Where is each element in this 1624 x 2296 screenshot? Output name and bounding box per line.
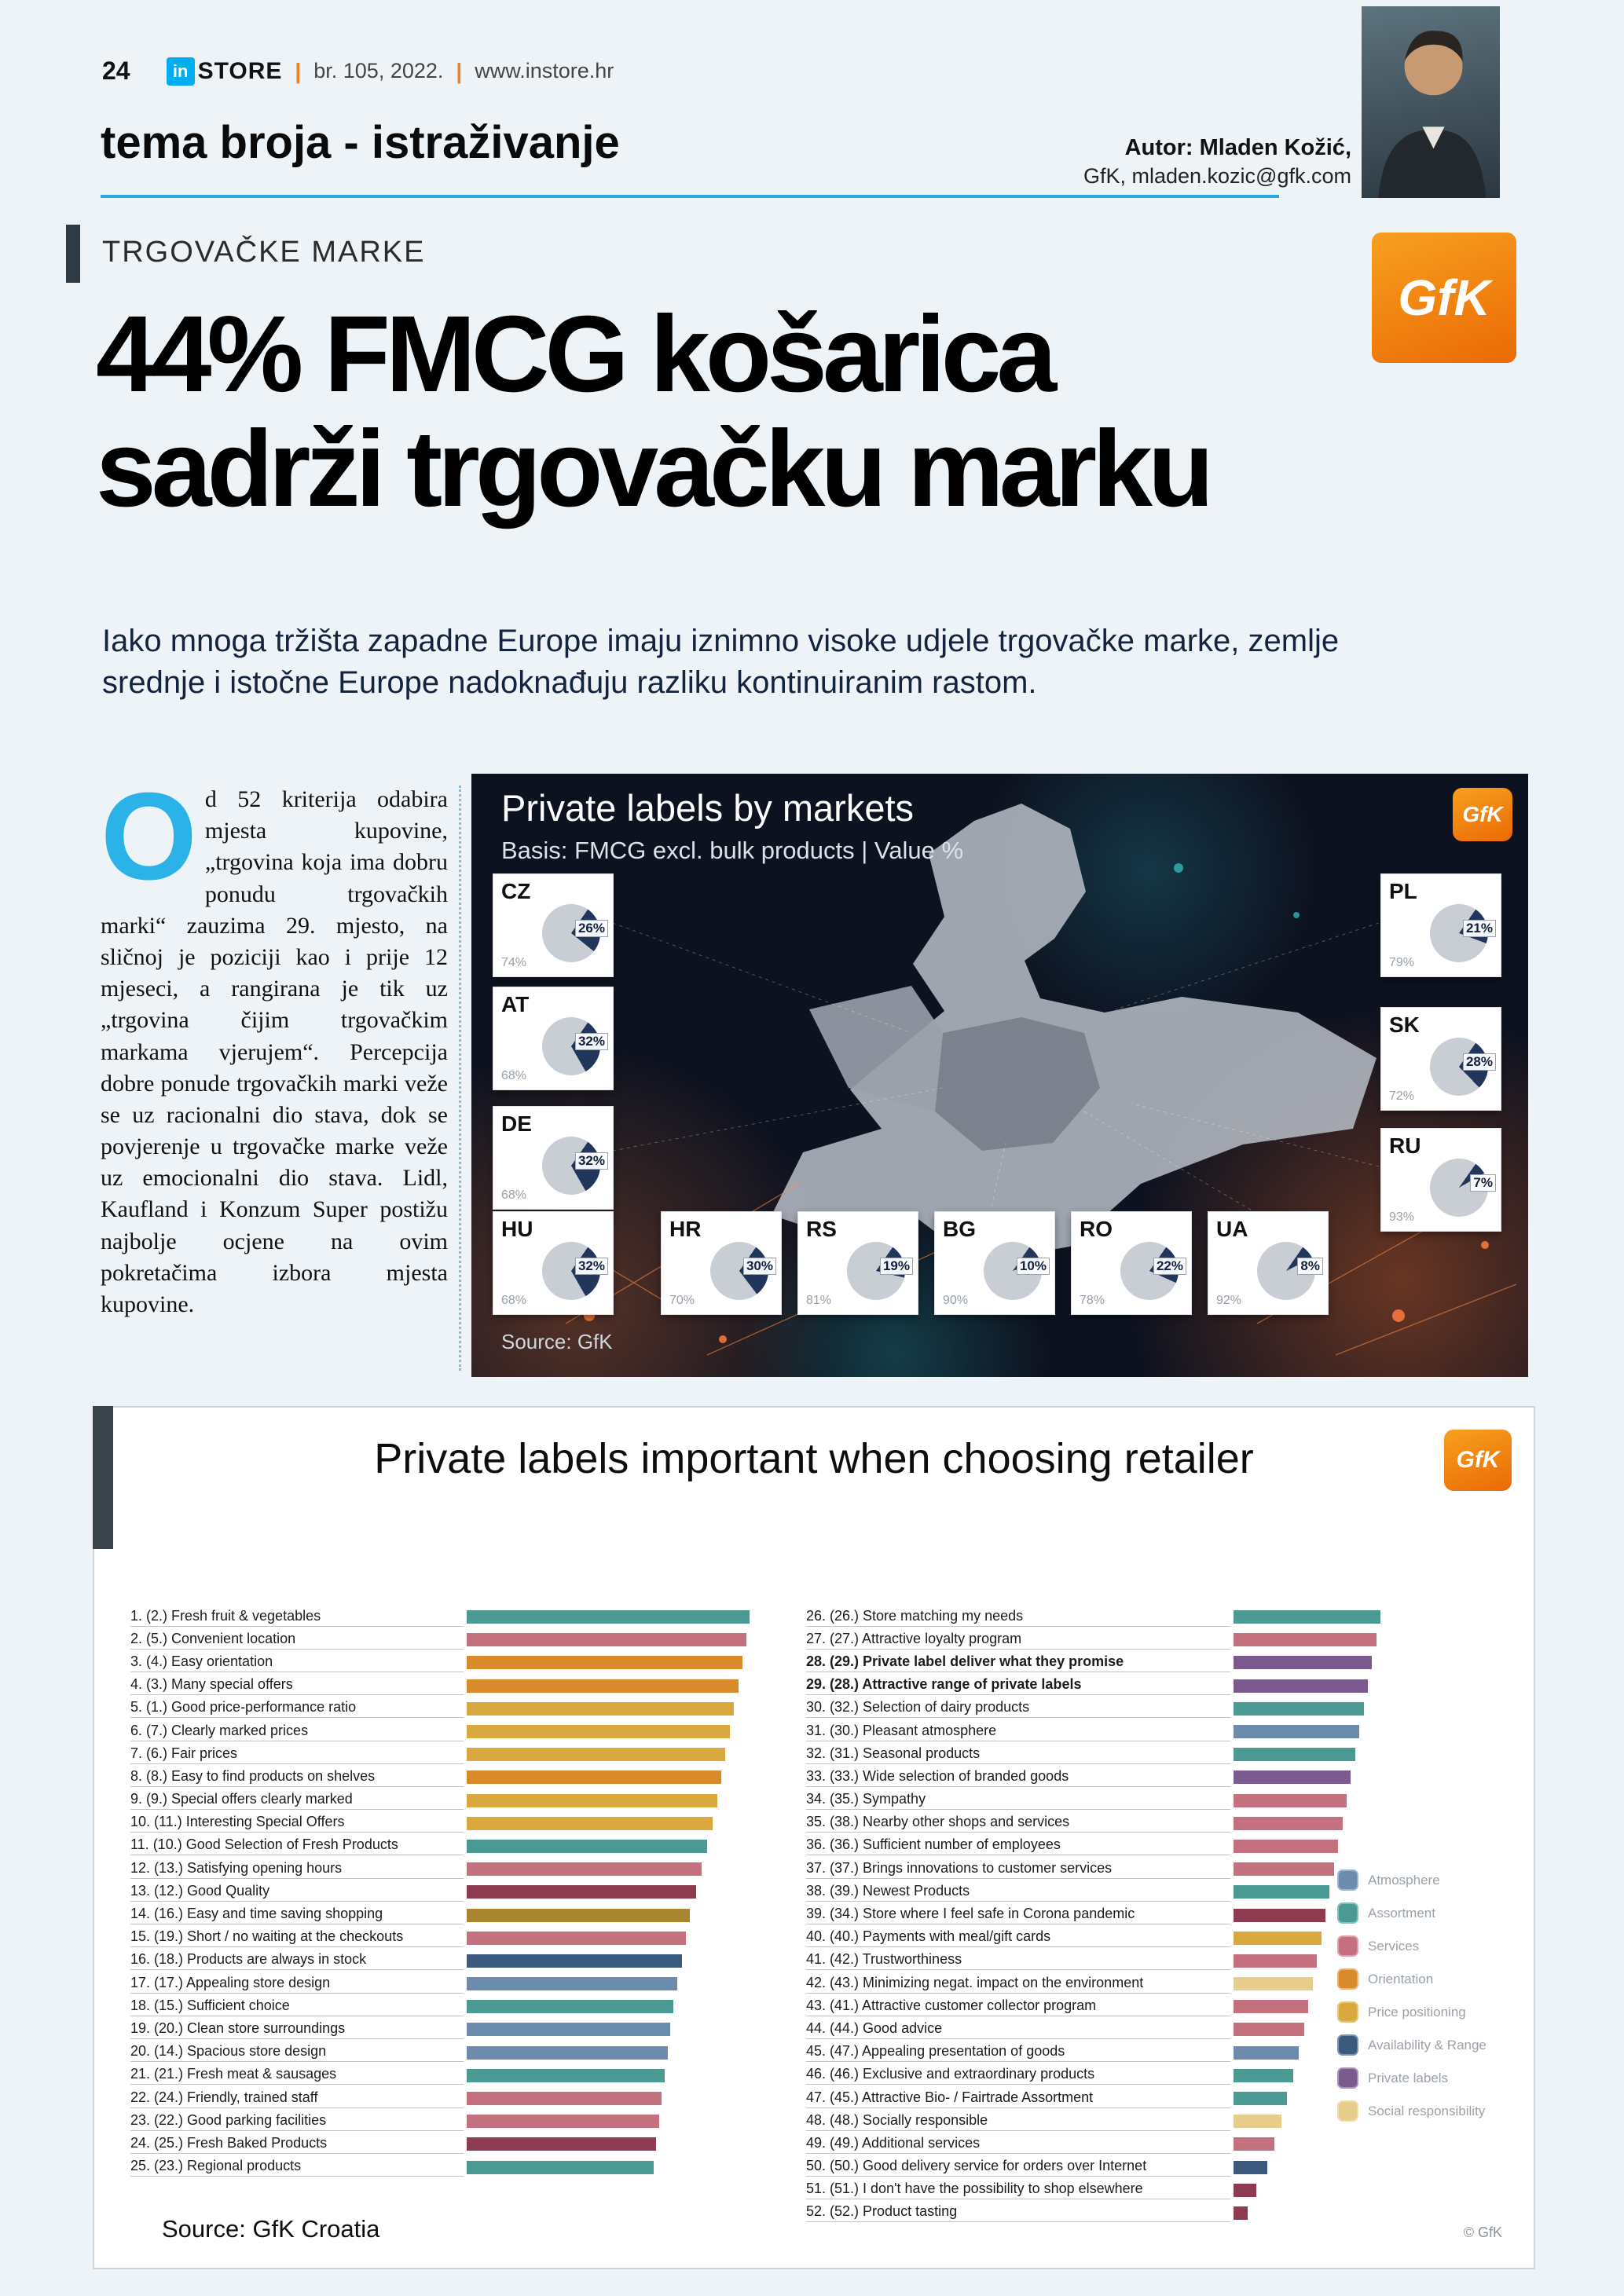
legend-item (1337, 1902, 1523, 1924)
ranking-label: 13. (12.) Good Quality (130, 1883, 464, 1902)
ranking-label: 43. (41.) Attractive customer collector program (806, 1998, 1230, 2016)
ranking-row (806, 2110, 1403, 2133)
ranking-bar (1234, 1909, 1325, 1922)
legend-icon-orientation (1337, 1968, 1358, 1990)
market-code: HU (501, 1217, 533, 1241)
ranking-row (806, 1697, 1403, 1720)
map-chart-source: Source: GfK (501, 1330, 613, 1353)
market-code: UA (1216, 1217, 1248, 1241)
market-code: HR (669, 1217, 702, 1241)
ranking-label: 47. (45.) Attractive Bio- / Fairtrade Assortment (806, 2089, 1230, 2108)
ranking-row (806, 1950, 1403, 1972)
ranking-bar (1234, 1748, 1355, 1761)
ranking-bar (1234, 2115, 1281, 2128)
ranking-row (130, 2041, 765, 2064)
ranking-label: 38. (39.) Newest Products (806, 1883, 1230, 1902)
gfk-logo: GfK (1372, 233, 1516, 363)
ranking-bar (1234, 1885, 1329, 1899)
section-title: tema broja - istraživanje (101, 117, 620, 168)
ranking-row (130, 1812, 765, 1835)
ranking-row (130, 2110, 765, 2133)
ranking-row (806, 1927, 1403, 1950)
ranking-bar (1234, 1771, 1351, 1784)
ranking-bar (1234, 2137, 1274, 2151)
ranking-row (806, 2179, 1403, 2202)
market-card-SK (1381, 1008, 1501, 1110)
legend-label: Availability & Range (1368, 2037, 1487, 2052)
legend-icon-private-labels (1337, 2067, 1358, 2089)
legend-icon-services (1337, 1935, 1358, 1957)
ranking-label: 9. (9.) Special offers clearly marked (130, 1791, 464, 1810)
ranking-bar (467, 2161, 654, 2174)
ranking-label: 52. (52.) Product tasting (806, 2203, 1230, 2222)
market-value-label: 8% (1297, 1258, 1323, 1275)
ranking-row (806, 1675, 1403, 1697)
article-kicker: TRGOVAČKE MARKE (102, 236, 426, 269)
ranking-bar (1234, 2023, 1304, 2036)
ranking-columns (130, 1606, 1403, 2225)
ranking-bar (1234, 1932, 1322, 1945)
market-card-PL (1381, 874, 1501, 976)
ranking-label: 31. (30.) Pleasant atmosphere (806, 1723, 1230, 1741)
ranking-bar (467, 1748, 725, 1761)
ranking-row (806, 1995, 1403, 2018)
market-card-DE (493, 1107, 613, 1209)
drop-cap: O (101, 767, 197, 906)
ranking-label: 15. (19.) Short / no waiting at the checkouts (130, 1928, 464, 1947)
top-bar (102, 57, 614, 86)
ranking-label: 37. (37.) Brings innovations to customer services (806, 1860, 1230, 1879)
ranking-label: 2. (5.) Convenient location (130, 1631, 464, 1650)
market-pie-chart (710, 1242, 773, 1300)
ranking-bar (467, 1862, 702, 1876)
ranking-label: 14. (16.) Easy and time saving shopping (130, 1906, 464, 1924)
map-chart-panel (471, 774, 1528, 1377)
ranking-row (130, 1651, 765, 1674)
market-rest-label: 70% (669, 1294, 695, 1307)
ranking-label: 40. (40.) Payments with meal/gift cards (806, 1928, 1230, 1947)
legend-item (1337, 2100, 1523, 2122)
ranking-bar (467, 1817, 713, 1830)
ranking-label: 20. (14.) Spacious store design (130, 2043, 464, 2062)
ranking-bar (1234, 2184, 1256, 2197)
ranking-bar (1234, 2206, 1248, 2220)
ranking-row (130, 2133, 765, 2155)
ranking-row (130, 1697, 765, 1720)
ranking-label: 36. (36.) Sufficient number of employees (806, 1836, 1230, 1855)
ranking-row (130, 1743, 765, 1766)
ranking-row (806, 2041, 1403, 2064)
market-code: SK (1389, 1013, 1420, 1037)
legend-icon-assortment (1337, 1902, 1358, 1924)
ranking-label: 11. (10.) Good Selection of Fresh Products (130, 1836, 464, 1855)
ranking-row (130, 1675, 765, 1697)
map-chart-subtitle: Basis: FMCG excl. bulk products | Value % (501, 837, 964, 864)
market-code: DE (501, 1111, 532, 1136)
ranking-chart-source: Source: GfK Croatia (162, 2215, 380, 2243)
ranking-label: 25. (23.) Regional products (130, 2158, 464, 2177)
ranking-chart-title: Private labels important when choosing retailer (374, 1435, 1254, 1482)
ranking-row (806, 1858, 1403, 1880)
ranking-label: 46. (46.) Exclusive and extraordinary products (806, 2066, 1230, 2085)
market-rest-label: 81% (806, 1294, 832, 1307)
ranking-label: 12. (13.) Satisfying opening hours (130, 1860, 464, 1879)
market-pie-chart (542, 1017, 605, 1075)
market-value-label: 7% (1470, 1174, 1496, 1192)
ranking-row (806, 2064, 1403, 2087)
ranking-bar (1234, 1633, 1377, 1646)
ranking-label: 3. (4.) Easy orientation (130, 1653, 464, 1672)
legend-label: Price positioning (1368, 2004, 1466, 2020)
ranking-label: 30. (32.) Selection of dairy products (806, 1699, 1230, 1718)
ranking-label: 6. (7.) Clearly marked prices (130, 1723, 464, 1741)
legend-icon-social-responsibility (1337, 2100, 1358, 2122)
legend-icon-availability-range (1337, 2034, 1358, 2056)
ranking-label: 34. (35.) Sympathy (806, 1791, 1230, 1810)
legend-label: Atmosphere (1368, 1872, 1440, 1888)
ranking-label: 24. (25.) Fresh Baked Products (130, 2135, 464, 2154)
ranking-chart-panel (93, 1406, 1535, 2269)
ranking-label: 8. (8.) Easy to find products on shelves (130, 1768, 464, 1787)
ranking-bar (467, 1954, 682, 1968)
ranking-column-left (130, 1606, 765, 2225)
ranking-label: 42. (43.) Minimizing negat. impact on the environment (806, 1975, 1230, 1994)
ranking-bar (1234, 1702, 1364, 1716)
ranking-bar (1234, 1610, 1380, 1624)
ranking-bar (467, 1633, 746, 1646)
author-block (927, 135, 1351, 189)
market-card-UA (1208, 1212, 1328, 1314)
ranking-bar (467, 1885, 696, 1899)
legend-item (1337, 2001, 1523, 2023)
ranking-label: 45. (47.) Appealing presentation of goods (806, 2043, 1230, 2062)
market-pie-chart (984, 1242, 1047, 1300)
ranking-bar (1234, 2161, 1267, 2174)
ranking-label: 4. (3.) Many special offers (130, 1676, 464, 1695)
ranking-row (130, 1835, 765, 1858)
legend-icon-price-positioning (1337, 2001, 1358, 2023)
market-value-label: 21% (1463, 920, 1496, 937)
ranking-bar (467, 1932, 686, 1945)
category-legend (1337, 1869, 1523, 2133)
website-url: www.instore.hr (475, 59, 614, 82)
market-code: CZ (501, 879, 531, 903)
ranking-row (130, 1880, 765, 1903)
ranking-bar (1234, 1840, 1338, 1853)
market-value-label: 32% (575, 1033, 608, 1050)
market-pie-chart (1430, 1038, 1493, 1096)
author-contact: GfK, mladen.kozic@gfk.com (1083, 164, 1351, 188)
ranking-row (806, 1766, 1403, 1789)
ranking-row (806, 1812, 1403, 1835)
issue-number: br. 105, 2022. (313, 59, 444, 82)
copyright-note: © GfK (1463, 2225, 1502, 2240)
ranking-label: 41. (42.) Trustworthiness (806, 1951, 1230, 1970)
ranking-label: 32. (31.) Seasonal products (806, 1745, 1230, 1764)
ranking-label: 49. (49.) Additional services (806, 2135, 1230, 2154)
blue-divider (101, 195, 1279, 198)
ranking-row (806, 1880, 1403, 1903)
ranking-bar (467, 1702, 734, 1716)
market-code: PL (1389, 879, 1417, 903)
market-rest-label: 79% (1389, 956, 1415, 969)
ranking-bar (1234, 1794, 1347, 1807)
ranking-row (806, 2133, 1403, 2155)
ranking-bar (467, 1909, 690, 1922)
market-rest-label: 74% (501, 956, 527, 969)
ranking-row (130, 1903, 765, 1926)
article-body (101, 767, 448, 1320)
column-divider (459, 785, 461, 1371)
ranking-label: 21. (21.) Fresh meat & sausages (130, 2066, 464, 2085)
market-value-label: 32% (575, 1258, 608, 1275)
market-value-label: 32% (575, 1152, 608, 1170)
ranking-row (806, 1720, 1403, 1743)
ranking-row (130, 1858, 765, 1880)
ranking-bar (1234, 1679, 1368, 1693)
ranking-row (130, 1720, 765, 1743)
market-value-label: 28% (1463, 1053, 1496, 1071)
market-rest-label: 72% (1389, 1089, 1415, 1103)
ranking-row (806, 1743, 1403, 1766)
ranking-bar (1234, 2092, 1287, 2105)
ranking-row (806, 2018, 1403, 2041)
ranking-row (806, 1651, 1403, 1674)
market-rest-label: 90% (943, 1294, 969, 1307)
legend-label: Social responsibility (1368, 2103, 1486, 2118)
ranking-bar (1234, 1977, 1313, 1990)
market-card-HR (662, 1212, 781, 1314)
market-rest-label: 78% (1080, 1294, 1105, 1307)
ranking-label: 16. (18.) Products are always in stock (130, 1951, 464, 1970)
map-chart-title: Private labels by markets (501, 787, 915, 829)
ranking-row (806, 2156, 1403, 2179)
market-code: RO (1080, 1217, 1113, 1241)
legend-item (1337, 1935, 1523, 1957)
ranking-bar (467, 1794, 717, 1807)
legend-label: Private labels (1368, 2070, 1449, 2085)
market-pie-chart (542, 904, 605, 962)
ranking-bar (1234, 1725, 1359, 1738)
ranking-label: 18. (15.) Sufficient choice (130, 1998, 464, 2016)
market-rest-label: 93% (1389, 1210, 1415, 1224)
legend-item (1337, 1968, 1523, 1990)
ranking-row (806, 1628, 1403, 1651)
ranking-bar (467, 2046, 668, 2060)
ranking-bar (1234, 1817, 1343, 1830)
ranking-bar (1234, 2000, 1308, 2013)
ranking-bar (467, 2000, 673, 2013)
legend-item (1337, 2067, 1523, 2089)
ranking-row (130, 1972, 765, 1995)
ranking-row (806, 1606, 1403, 1628)
market-card-BG (935, 1212, 1054, 1314)
ranking-label: 50. (50.) Good delivery service for orders over Internet (806, 2158, 1230, 2177)
ranking-bar (1234, 2046, 1299, 2060)
ranking-bar (1234, 1954, 1317, 1968)
ranking-label: 1. (2.) Fresh fruit & vegetables (130, 1608, 464, 1627)
market-pie-chart (1430, 904, 1493, 962)
ranking-bar (467, 2023, 670, 2036)
ranking-bar (467, 1679, 739, 1693)
legend-label: Orientation (1368, 1971, 1434, 1987)
ranking-bar (467, 2092, 662, 2105)
market-card-RO (1072, 1212, 1191, 1314)
ranking-row (130, 2156, 765, 2179)
ranking-bar (467, 2115, 659, 2128)
ranking-label: 22. (24.) Friendly, trained staff (130, 2089, 464, 2108)
market-pie-chart (847, 1242, 910, 1300)
ranking-bar (467, 1656, 742, 1669)
ranking-label: 39. (34.) Store where I feel safe in Corona pandemic (806, 1906, 1230, 1924)
ranking-bar (467, 2137, 656, 2151)
ranking-row (806, 1835, 1403, 1858)
instore-logo (167, 57, 283, 86)
market-value-label: 10% (1017, 1258, 1050, 1275)
market-rest-label: 68% (501, 1188, 527, 1202)
ranking-row (130, 1628, 765, 1651)
ranking-row (806, 1903, 1403, 1926)
market-pie-chart (1430, 1159, 1493, 1217)
gfk-logo: GfK (1453, 788, 1512, 841)
market-card-AT (493, 987, 613, 1089)
headline-line-2: sadrži trgovačku marku (96, 408, 1210, 530)
author-name: Autor: Mladen Kožić, (1124, 135, 1351, 160)
page-number: 24 (102, 57, 130, 85)
ranking-label: 10. (11.) Interesting Special Offers (130, 1814, 464, 1833)
ranking-row (130, 1766, 765, 1789)
legend-item (1337, 1869, 1523, 1891)
market-code: RS (806, 1217, 837, 1241)
kicker-accent-bar (66, 225, 80, 283)
ranking-label: 51. (51.) I don't have the possibility to shop elsewhere (806, 2181, 1230, 2199)
ranking-row (130, 1950, 765, 1972)
market-card-CZ (493, 874, 613, 976)
separator-icon: | (295, 58, 302, 83)
article-headline (96, 294, 1210, 530)
legend-label: Services (1368, 1938, 1420, 1954)
headline-line-1: 44% FMCG košarica (96, 294, 1053, 415)
market-value-label: 22% (1153, 1258, 1186, 1275)
legend-label: Assortment (1368, 1905, 1435, 1921)
separator-icon: | (456, 58, 463, 83)
ranking-bar (467, 1977, 677, 1990)
ranking-label: 26. (26.) Store matching my needs (806, 1608, 1230, 1627)
instore-logo-icon: in (167, 57, 195, 86)
ranking-row (130, 2087, 765, 2110)
ranking-row (806, 2202, 1403, 2225)
ranking-label: 48. (48.) Socially responsible (806, 2112, 1230, 2131)
market-card-HU (493, 1212, 613, 1314)
ranking-bar (467, 1610, 750, 1624)
market-rest-label: 68% (501, 1294, 527, 1307)
market-value-label: 19% (880, 1258, 913, 1275)
ranking-bar (467, 1725, 730, 1738)
ranking-bar (1234, 1656, 1372, 1669)
ranking-bar (467, 2069, 665, 2082)
ranking-row (130, 2018, 765, 2041)
ranking-bar (467, 1771, 721, 1784)
ranking-bar (467, 1840, 707, 1853)
ranking-row (806, 2087, 1403, 2110)
gfk-logo: GfK (1444, 1430, 1512, 1491)
ranking-label: 7. (6.) Fair prices (130, 1745, 464, 1764)
market-pie-chart (1257, 1242, 1320, 1300)
instore-logo-text: STORE (197, 57, 283, 84)
ranking-label: 35. (38.) Nearby other shops and services (806, 1814, 1230, 1833)
market-code: AT (501, 992, 530, 1016)
market-rest-label: 92% (1216, 1294, 1242, 1307)
legend-icon-atmosphere (1337, 1869, 1358, 1891)
market-pie-chart (1120, 1242, 1183, 1300)
ranking-label: 33. (33.) Wide selection of branded goods (806, 1768, 1230, 1787)
ranking-bar (1234, 1862, 1334, 1876)
ranking-label: 29. (28.) Attractive range of private labels (806, 1676, 1230, 1695)
ranking-row (806, 1789, 1403, 1812)
market-value-label: 30% (743, 1258, 776, 1275)
ranking-row (130, 1927, 765, 1950)
ranking-column-right (806, 1606, 1403, 2225)
ranking-row (130, 2064, 765, 2087)
ranking-bar (1234, 2069, 1293, 2082)
ranking-label: 27. (27.) Attractive loyalty program (806, 1631, 1230, 1650)
legend-item (1337, 2034, 1523, 2056)
person-silhouette-icon (1362, 6, 1500, 198)
market-code: RU (1389, 1133, 1421, 1158)
ranking-label: 5. (1.) Good price-performance ratio (130, 1699, 464, 1718)
ranking-row (130, 1995, 765, 2018)
ranking-label: 23. (22.) Good parking facilities (130, 2112, 464, 2131)
market-value-label: 26% (575, 920, 608, 937)
ranking-label: 19. (20.) Clean store surroundings (130, 2020, 464, 2039)
ranking-row (130, 1789, 765, 1812)
ranking-label: 44. (44.) Good advice (806, 2020, 1230, 2039)
market-pie-chart (542, 1242, 605, 1300)
article-lead: Iako mnoga tržišta zapadne Europe imaju iznimno visoke udjele trgovačke marke, zemlje srednje i istočne Europe nadoknađuju razliku kontinuiranim rastom. (102, 624, 1340, 700)
ranking-label: 17. (17.) Appealing store design (130, 1975, 464, 1994)
ranking-row (130, 1606, 765, 1628)
market-card-RS (798, 1212, 918, 1314)
ranking-row (806, 1972, 1403, 1995)
ranking-label: 28. (29.) Private label deliver what they promise (806, 1653, 1230, 1672)
author-photo (1362, 6, 1500, 198)
body-text: d 52 kriterija odabira mjesta kupovine, „trgovina koja ima dobru ponudu trgovačkih marki“ zauzima 29. mjesto, na sličnoj je poziciji kao i prije 12 mjeseci, a rangirana je tik uz „trgovina čijim trgovačkim markama vjerujem“. Percepcija dobre ponude trgovačkih marki veže se uz racionalni dio stava, dok se povjerenje u trgovačke marke veže uz emocionalni dio stava. Lidl, Kaufland i Konzum Super postižu najbolje ocjene na ovim pokretačima izbora mjesta kupovine. (101, 786, 448, 1317)
market-card-RU (1381, 1129, 1501, 1231)
market-pie-chart (542, 1137, 605, 1195)
market-rest-label: 68% (501, 1069, 527, 1082)
market-code: BG (943, 1217, 976, 1241)
